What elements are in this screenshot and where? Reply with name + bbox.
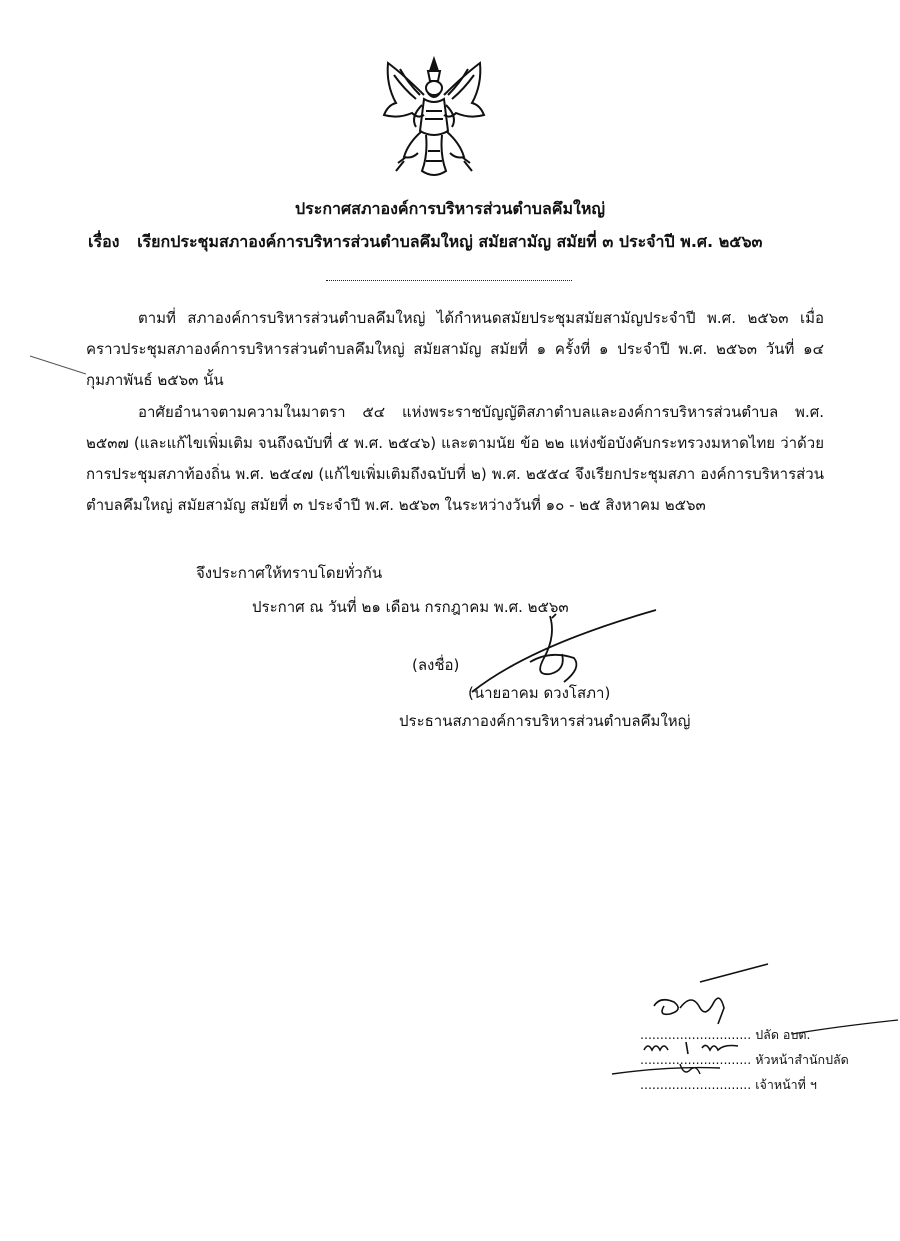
sign-label: (ลงชื่อ) (412, 656, 460, 674)
signer-name: (นายอาคม ดวงโสภา) (468, 684, 611, 702)
garuda-emblem (378, 55, 490, 180)
footer-dots-1: ............................ (640, 1027, 752, 1042)
paragraph-1 (86, 303, 824, 396)
paragraph-2-text: อาศัยอำนาจตามความในมาตรา ๕๔ แห่งพระราชบัญญัติสภาตำบลและองค์การบริหารส่วนตำบล พ.ศ. ๒๕๓๗ (และแก้ไขเพิ่มเติม จนถึงฉบับที่ ๕ พ.ศ. ๒๕๔๖) และตามนัย ข้อ ๒๒ แห่งข้อบังคับกระทรวงมหาดไทย ว่าด้วยการประชุมสภาท้องถิ่น พ.ศ. ๒๕๔๗ (แก้ไขเพิ่มเติมถึงฉบับที่ ๒) พ.ศ. ๒๕๕๔ จึงเรียกประชุมสภา องค์การบริหารส่วนตำบลคึมใหญ่ สมัยสามัญ สมัยที่ ๓ ประจำปี พ.ศ. ๒๕๖๓ ในระหว่างวันที่ ๑๐ - ๒๕ สิงหาคม ๒๕๖๓ (86, 403, 824, 514)
footer-dots-3: ............................ (640, 1077, 752, 1092)
footer-label-1: ปลัด อบต. (755, 1027, 811, 1042)
subject-text: เรียกประชุมสภาองค์การบริหารส่วนตำบลคึมใหญ่ สมัยสามัญ สมัยที่ ๓ ประจำปี พ.ศ. ๒๕๖๓ (137, 232, 763, 251)
footer-dots-2: ............................ (640, 1052, 752, 1067)
subject-line (88, 230, 762, 255)
closing-statement: จึงประกาศให้ทราบโดยทั่วกัน (196, 564, 383, 582)
footer-row-2 (640, 1050, 849, 1070)
footer-label-2: หัวหน้าสำนักปลัด (755, 1052, 849, 1067)
scan-mark (28, 350, 88, 380)
announce-date: ประกาศ ณ วันที่ ๒๑ เดือน กรกฎาคม พ.ศ. ๒๕๖๓ (252, 598, 569, 616)
paragraph-1-text: ตามที่ สภาองค์การบริหารส่วนตำบลคึมใหญ่ ได้กำหนดสมัยประชุมสมัยสามัญประจำปี พ.ศ. ๒๕๖๓ เมื่อคราวประชุมสภาองค์การบริหารส่วนตำบลคึมใหญ่ สมัยสามัญ สมัยที่ ๑ ครั้งที่ ๑ ประจำปี พ.ศ. ๒๕๖๓ วันที่ ๑๔ กุมภาพันธ์ ๒๕๖๓ นั้น (86, 309, 824, 389)
dotted-divider (326, 266, 572, 281)
signer-position: ประธานสภาองค์การบริหารส่วนตำบลคึมใหญ่ (399, 712, 691, 730)
subject-label: เรื่อง (88, 232, 120, 251)
paragraph-2 (86, 397, 824, 521)
footer-label-3: เจ้าหน้าที่ ฯ (755, 1077, 817, 1092)
initial-signature-1 (640, 962, 780, 1032)
announcement-title: ประกาศสภาองค์การบริหารส่วนตำบลคึมใหญ่ (295, 199, 605, 218)
footer-row-1 (640, 1025, 810, 1045)
footer-row-3 (640, 1075, 817, 1095)
